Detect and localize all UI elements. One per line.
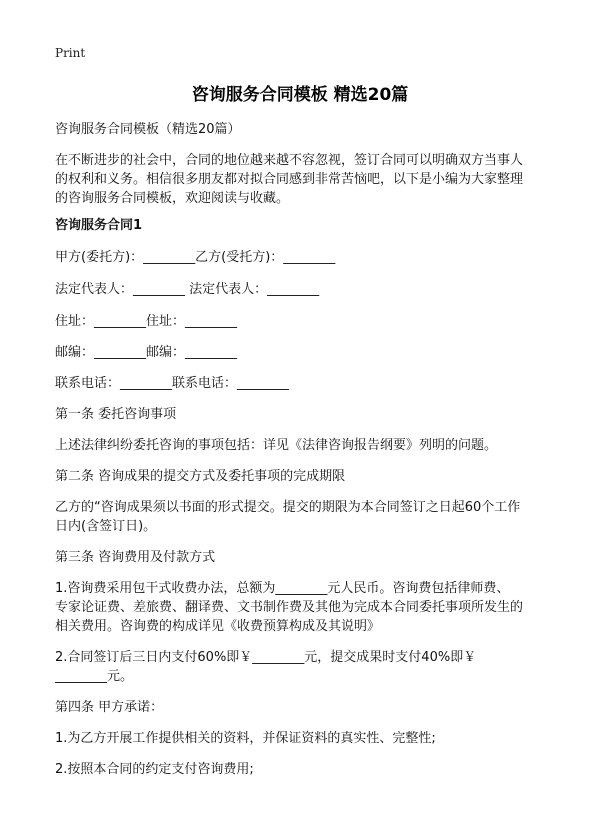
article-3-item-1-line-3: 相关费用。咨询费的构成详见《收费预算构成及其说明》 bbox=[55, 619, 381, 634]
article-3-item-2-line-1: 2.合同签订后三日内支付60%即￥________元，提交成果时支付40%即￥ bbox=[55, 650, 477, 665]
article-4-item-1: 1.为乙方开展工作提供相关的资料，并保证资料的真实性、完整性; bbox=[55, 731, 436, 746]
article-1-body: 上述法律纠纷委托咨询的事项包括：详见《法律咨询报告纲要》列明的问题。 bbox=[55, 438, 498, 453]
document-subtitle: 咨询服务合同模板（精选20篇） bbox=[55, 122, 241, 137]
document-title: 咨询服务合同模板 精选20篇 bbox=[191, 85, 409, 105]
article-3-item-2-line-2: ________元。 bbox=[55, 669, 134, 684]
section-heading: 咨询服务合同1 bbox=[55, 218, 143, 233]
intro-line-3: 的咨询服务合同模板，欢迎阅读与收藏。 bbox=[55, 191, 290, 206]
party-line: 甲方(委托方)：________乙方(受托方)：________ bbox=[55, 250, 336, 265]
intro-line-1: 在不断进步的社会中，合同的地位越来越不容忽视，签订合同可以明确双方当事人 bbox=[55, 153, 524, 168]
article-4-title: 第四条 甲方承诺： bbox=[55, 700, 164, 715]
article-1-title: 第一条 委托咨询事项 bbox=[55, 407, 177, 422]
phone-line: 联系电话：________联系电话：________ bbox=[55, 376, 290, 391]
representative-line: 法定代表人：________ 法定代表人：________ bbox=[55, 282, 320, 297]
article-3-item-1-line-2: 专家论证费、差旅费、翻译费、文书制作费及其他为完成本合同委托事项所发生的 bbox=[55, 600, 524, 615]
article-3-item-1-line-1: 1.咨询费采用包干式收费办法，总额为________元人民币。咨询费包括律师费、 bbox=[55, 581, 510, 596]
intro-line-2: 的权利和义务。相信很多朋友都对拟合同感到非常苦恼吧，以下是小编为大家整理 bbox=[55, 172, 524, 187]
article-2-title: 第二条 咨询成果的提交方式及委托事项的完成期限 bbox=[55, 469, 346, 484]
article-2-body-line-1: 乙方的“咨询成果须以书面的形式提交。提交的期限为本合同签订之日起60个工作 bbox=[55, 500, 521, 515]
article-2-body-line-2: 日内(含签订日)。 bbox=[55, 519, 157, 534]
print-link[interactable]: Print bbox=[55, 46, 86, 60]
postcode-line: 邮编：________邮编：________ bbox=[55, 345, 238, 360]
article-3-title: 第三条 咨询费用及付款方式 bbox=[55, 550, 216, 565]
article-4-item-2: 2.按照本合同的约定支付咨询费用; bbox=[55, 762, 254, 777]
address-line: 住址：________住址：________ bbox=[55, 314, 238, 329]
